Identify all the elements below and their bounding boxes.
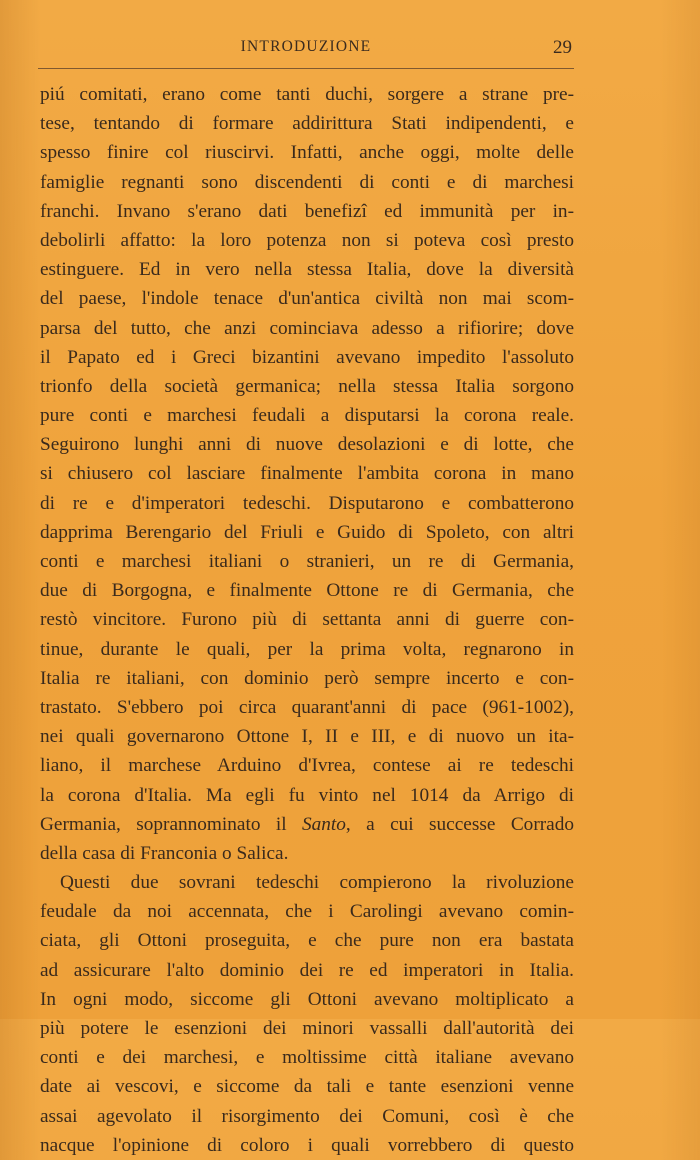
- text-line-with-italic: [40, 810, 574, 839]
- running-title: INTRODUZIONE: [240, 38, 372, 55]
- text-line: più potere le esenzioni dei minori vassalli dall'autorità dei: [40, 1018, 574, 1039]
- text-line: spesso finire col riuscirvi. Infatti, anche oggi, molte delle: [40, 142, 574, 164]
- text-line: conti e dei marchesi, e moltissime città italiane avevano: [40, 1047, 574, 1069]
- text-line: Seguirono lunghi anni di nuove desolazioni e di lotte, che: [40, 434, 574, 456]
- text-line: di re e d'imperatori tedeschi. Disputarono e combatterono: [40, 492, 574, 514]
- text-line: date ai vescovi, e siccome da tali e tante esenzioni venne: [40, 1076, 574, 1098]
- text-line: franchi. Invano s'erano dati benefizî ed immunità per in-: [40, 200, 574, 222]
- text-line: assai agevolato il risorgimento dei Comuni, così è che: [40, 1105, 574, 1127]
- text-line: la corona d'Italia. Ma egli fu vinto nel 1014 da Arrigo di: [40, 784, 574, 806]
- text-line: restò vincitore. Furono più di settanta anni di guerre con-: [40, 609, 574, 631]
- text-line: debolirli affatto: la loro potenza non si poteva così presto: [40, 229, 574, 251]
- text-segment: Germania, soprannominato il: [40, 813, 302, 835]
- text-line: tinue, durante le quali, per la prima volta, regnarono in: [40, 638, 574, 660]
- page-header: [40, 38, 572, 62]
- text-line: Italia re italiani, con dominio però sempre incerto e con-: [40, 667, 574, 689]
- text-line: famiglie regnanti sono discendenti di conti e di marchesi: [40, 171, 574, 193]
- body-text: [40, 80, 574, 1160]
- text-line: parsa del tutto, che anzi cominciava adesso a rifiorire; dove: [40, 317, 574, 339]
- text-line: pure conti e marchesi feudali a disputarsi la corona reale.: [40, 405, 574, 427]
- text-line: estinguere. Ed in vero nella stessa Italia, dove la diversità: [40, 259, 574, 281]
- text-line: dapprima Berengario del Friuli e Guido di Spoleto, con altri: [40, 521, 574, 543]
- text-line: della casa di Franconia o Salica.: [40, 842, 289, 864]
- header-rule: [38, 68, 574, 69]
- text-segment: , a cui successe Corrado: [345, 813, 574, 835]
- text-line: nacque l'opinione di coloro i quali vorrebbero di questo: [40, 1134, 574, 1156]
- italic-word: Santo: [301, 813, 346, 835]
- text-line: tese, tentando di formare addirittura Stati indipendenti, e: [40, 113, 574, 135]
- text-line: piú comitati, erano come tanti duchi, sorgere a strane pre-: [40, 84, 574, 105]
- text-line: ad assicurare l'alto dominio dei re ed imperatori in Italia.: [40, 959, 574, 981]
- text-line: del paese, l'indole tenace d'un'antica civiltà non mai scom-: [40, 288, 574, 310]
- text-line: liano, il marchese Arduino d'Ivrea, contese ai re tedeschi: [40, 755, 574, 777]
- text-line: trastato. S'ebbero poi circa quarant'anni di pace (961-1002),: [40, 696, 574, 718]
- text-line: trionfo della società germanica; nella stessa Italia sorgono: [40, 375, 574, 397]
- text-line: conti e marchesi italiani o stranieri, un re di Germania,: [40, 551, 574, 572]
- text-line: nei quali governarono Ottone I, II e III, e di nuovo un ita-: [40, 726, 574, 748]
- text-line: feudale da noi accennata, che i Carolingi avevano comin-: [40, 901, 574, 923]
- text-line: In ogni modo, siccome gli Ottoni avevano moltiplicato a: [40, 988, 574, 1010]
- text-line: il Papato ed i Greci bizantini avevano impedito l'assoluto: [40, 346, 574, 368]
- text-line: si chiusero col lasciare finalmente l'ambita corona in mano: [40, 463, 574, 485]
- text-line: ciata, gli Ottoni proseguita, e che pure non era bastata: [40, 930, 574, 952]
- page-number: 29: [553, 37, 572, 58]
- text-line: Questi due sovrani tedeschi compierono la rivoluzione: [60, 872, 574, 894]
- text-line: due di Borgogna, e finalmente Ottone re di Germania, che: [40, 580, 574, 602]
